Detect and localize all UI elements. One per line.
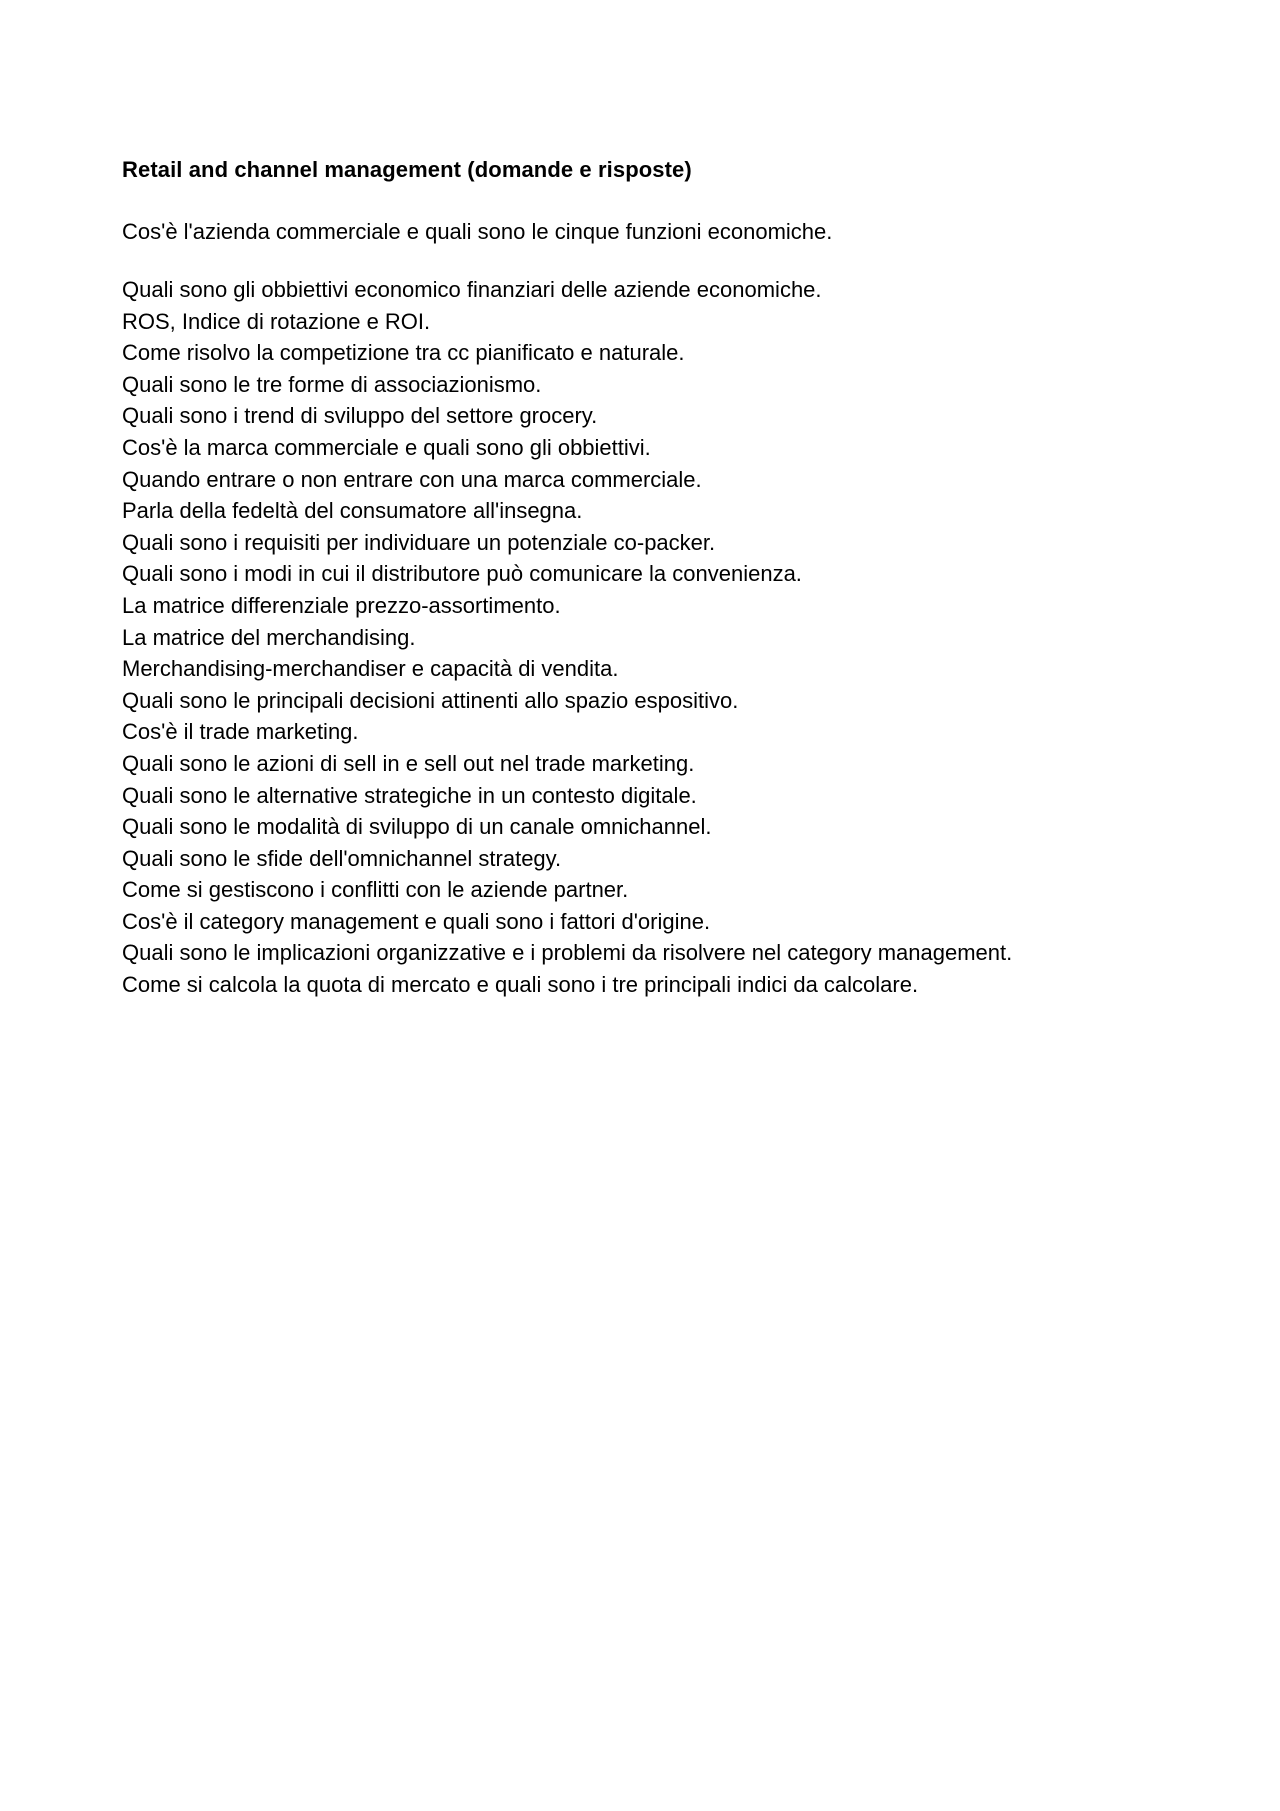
question-item: Merchandising-merchandiser e capacità di vendita.: [122, 656, 619, 682]
question-item: Quali sono le implicazioni organizzative e i problemi da risolvere nel category management.: [122, 940, 1013, 966]
question-item: Quali sono le principali decisioni attinenti allo spazio espositivo.: [122, 687, 739, 713]
intro-question: Cos'è l'azienda commerciale e quali sono le cinque funzioni economiche.: [122, 219, 833, 244]
question-item: Cos'è la marca commerciale e quali sono gli obbiettivi.: [122, 434, 651, 460]
question-item: La matrice differenziale prezzo-assortimento.: [122, 592, 561, 618]
document-body: [122, 154, 1162, 1001]
question-item: Quali sono le alternative strategiche in un contesto digitale.: [122, 782, 697, 808]
question-item: Come si gestiscono i conflitti con le aziende partner.: [122, 877, 629, 903]
question-item: Come si calcola la quota di mercato e quali sono i tre principali indici da calcolare.: [122, 972, 919, 998]
question-item: Quali sono gli obbiettivi economico finanziari delle aziende economiche.: [122, 277, 822, 302]
question-item: Parla della fedeltà del consumatore all'insegna.: [122, 498, 583, 524]
document-title: Retail and channel management (domande e risposte): [122, 157, 692, 182]
question-item: Quali sono le tre forme di associazionismo.: [122, 371, 542, 397]
question-item: ROS, Indice di rotazione e ROI.: [122, 308, 431, 334]
question-item: La matrice del merchandising.: [122, 624, 416, 650]
question-item: Quando entrare o non entrare con una marca commerciale.: [122, 466, 702, 492]
question-item: Cos'è il category management e quali sono i fattori d'origine.: [122, 908, 711, 934]
question-item: Come risolvo la competizione tra cc pianificato e naturale.: [122, 340, 685, 366]
question-item: Quali sono i trend di sviluppo del settore grocery.: [122, 403, 598, 429]
question-item: Quali sono le modalità di sviluppo di un canale omnichannel.: [122, 814, 712, 840]
question-item: Quali sono le sfide dell'omnichannel strategy.: [122, 845, 562, 871]
question-item: Cos'è il trade marketing.: [122, 719, 359, 745]
question-item: Quali sono i modi in cui il distributore può comunicare la convenienza.: [122, 561, 802, 587]
question-item: Quali sono le azioni di sell in e sell out nel trade marketing.: [122, 750, 695, 776]
question-list: [122, 274, 1162, 1001]
question-item: Quali sono i requisiti per individuare un potenziale co-packer.: [122, 529, 716, 555]
